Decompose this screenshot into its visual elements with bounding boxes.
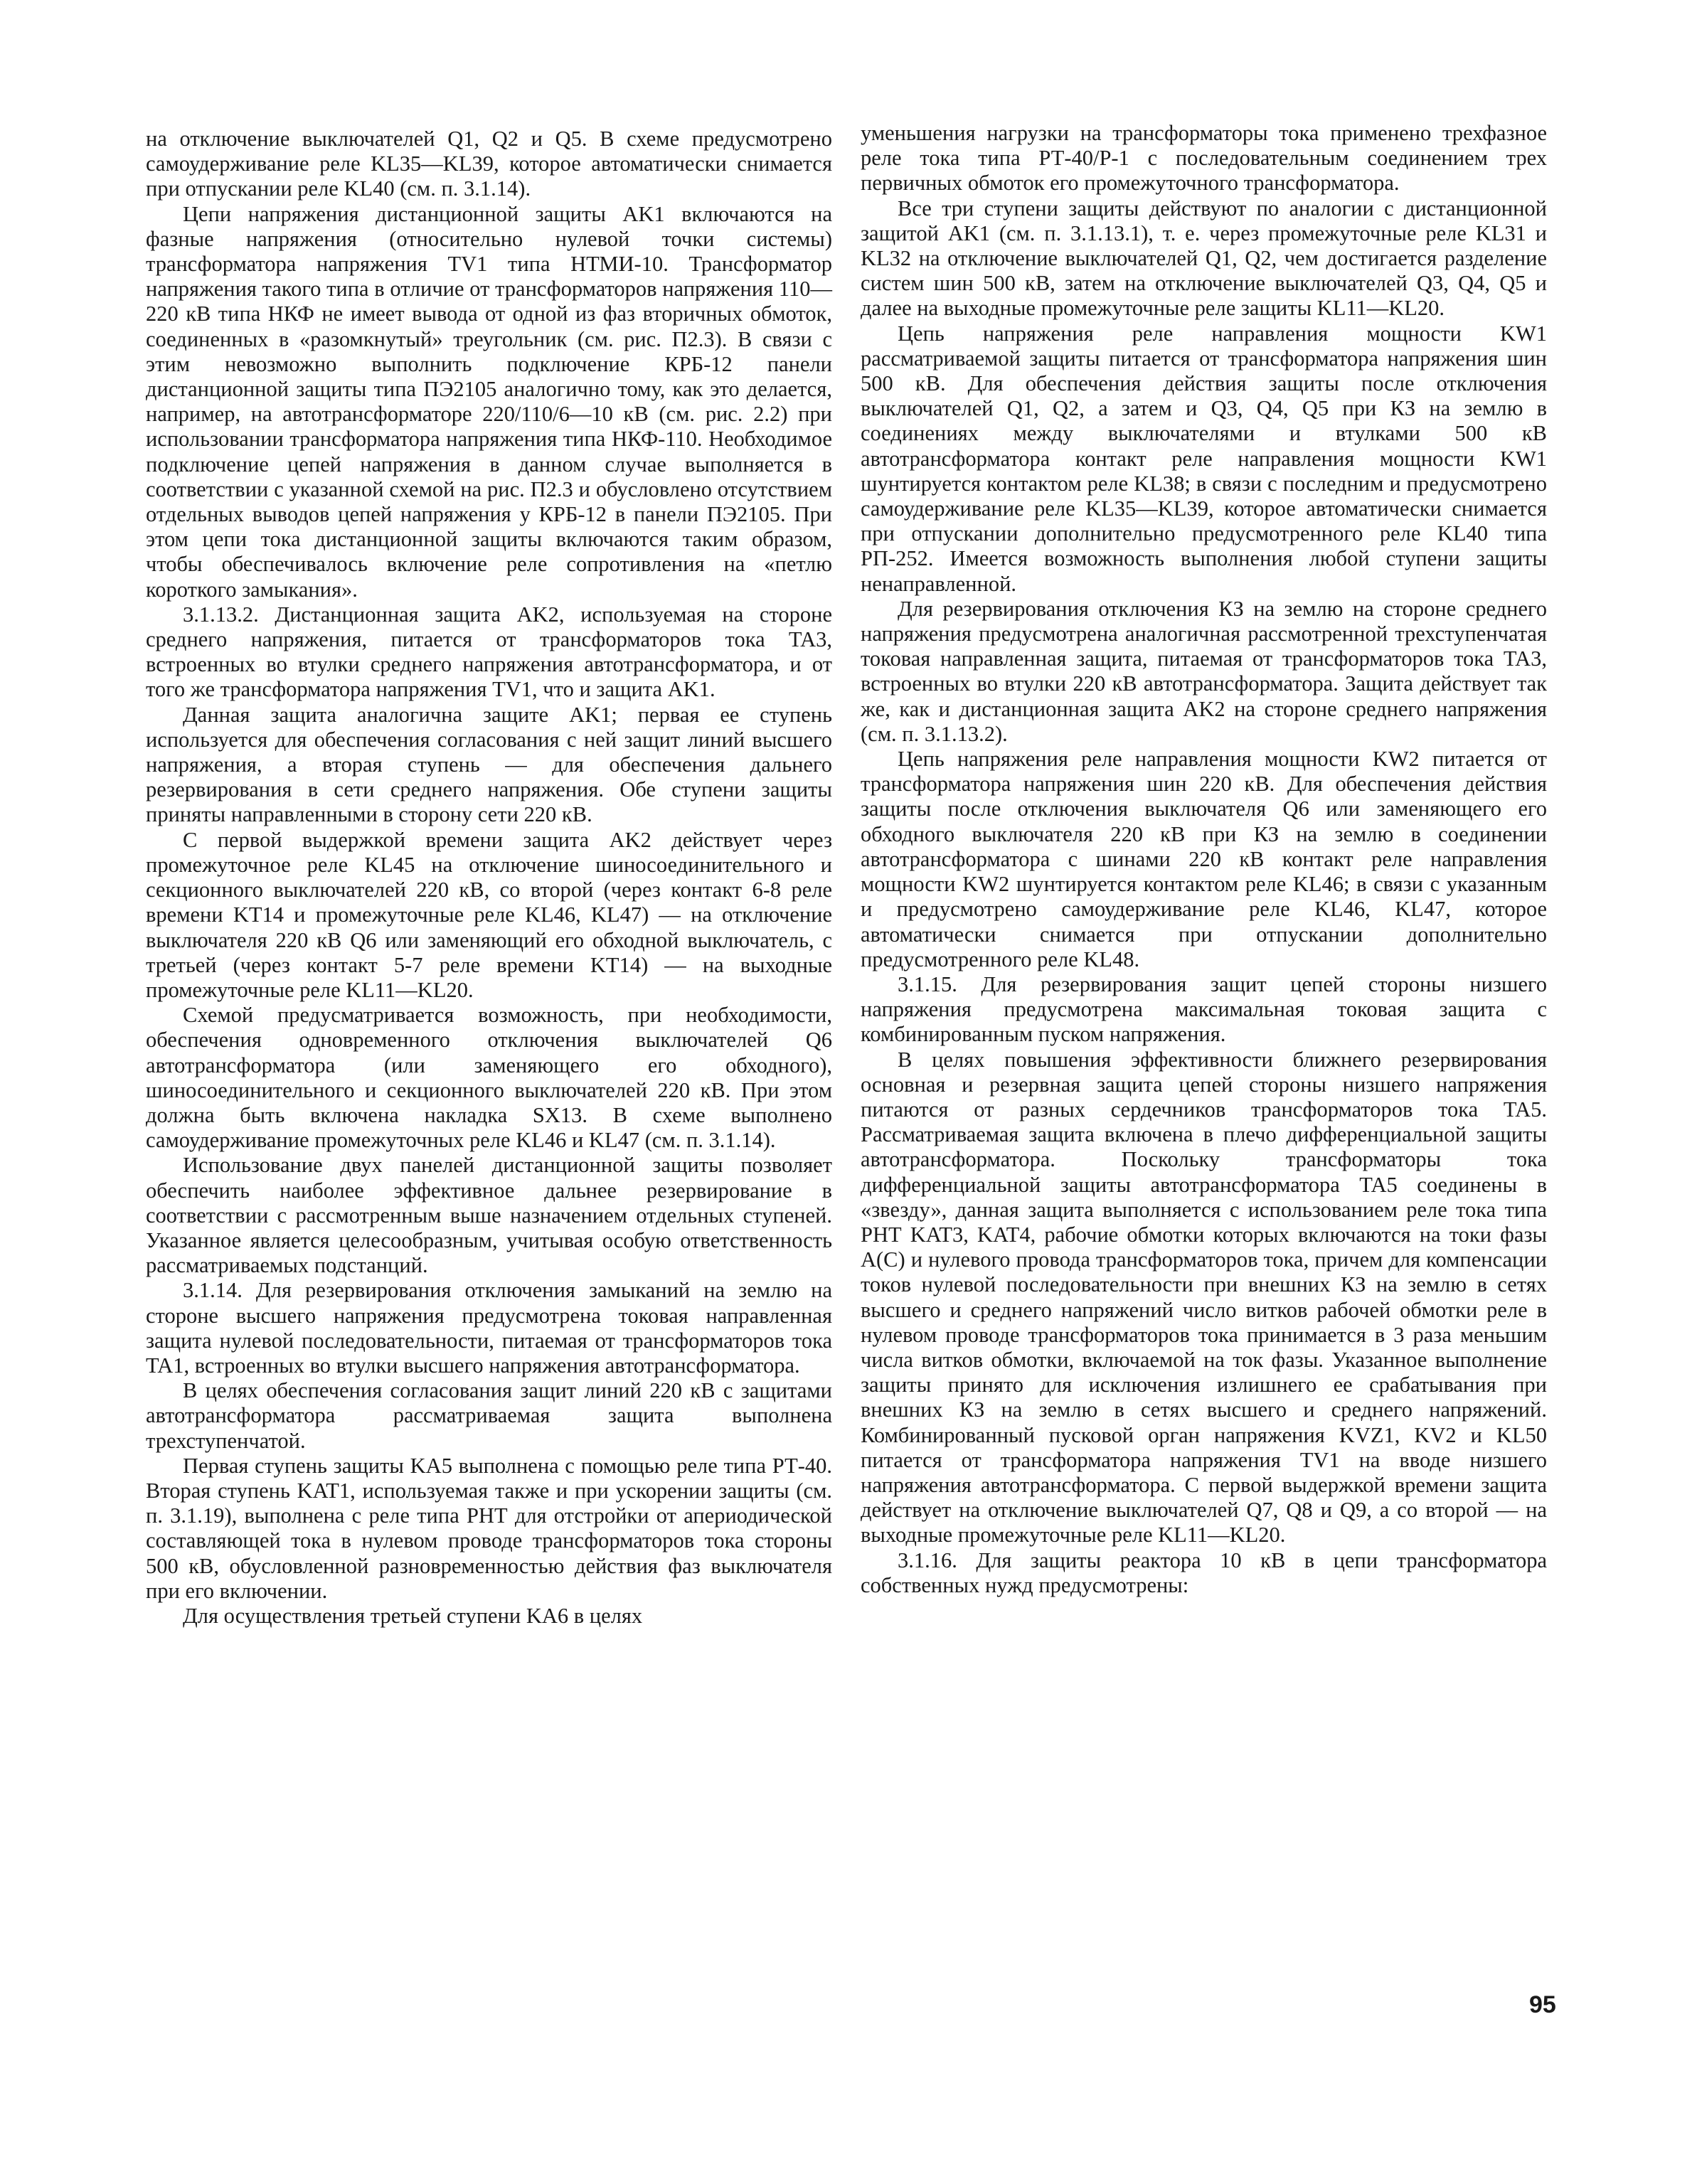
paragraph: Данная защита аналогична защите AK1; первая ее ступень используется для обеспечения согласования с ней защит линий высшего напряжения, а вторая ступень — для обеспечения дальнего резервирования в сети среднего напряжения. Обе ступени защиты приняты направленными в сторону сети 220 кВ. xyxy=(146,702,832,827)
paragraph: Для резервирования отключения КЗ на землю на стороне среднего напряжения предусмотрена аналогичная рассмотренной трехступенчатая токовая направленная защита, питаемая от трансформаторов тока TA3, встроенных во втулки 220 кВ автотрансформатора. Защита действует так же, как и дистанционная защита AK2 на стороне среднего напряжения (см. п. 3.1.13.2). xyxy=(861,596,1547,746)
paragraph: Цепь напряжения реле направления мощности KW1 рассматриваемой защиты питается от трансформатора напряжения шин 500 кВ. Для обеспечения действия защиты после отключения выключателей Q1, Q2, а затем и Q3, Q4, Q5 при КЗ на землю в соединениях между выключателями и втулками 500 кВ автотрансформатора контакт реле направления мощности KW1 шунтируется контактом реле KL38; в связи с последним и предусмотрено самоудерживание реле KL35—KL39, которое автоматически снимается при отпускании дополнительно предусмотренного реле KL40 типа РП-252. Имеется возможность выполнения любой ступени защиты ненаправленной. xyxy=(861,321,1547,596)
page-number: 95 xyxy=(1529,1991,1556,2018)
paragraph: Использование двух панелей дистанционной защиты позволяет обеспечить наиболее эффективное дальнее резервирование в соответствии с рассмотренным выше назначением отдельных ступеней. Указанное является целесообразным, учитывая особую ответственность рассматриваемых подстанций. xyxy=(146,1153,832,1278)
paragraph: Для осуществления третьей ступени KA6 в целях xyxy=(183,1603,643,1628)
paragraph: 3.1.16. Для защиты реактора 10 кВ в цепи трансформатора собственных нужд предусмотрены: xyxy=(861,1548,1547,1597)
paragraph: С первой выдержкой времени защита AK2 действует через промежуточное реле KL45 на отключение шиносоединительного и секционного выключателей 220 кВ, со второй (через контакт 6-8 реле времени KT14 и промежуточные реле KL46, KL47) — на отключение выключателя 220 кВ Q6 или заменяющий его обходной выключатель, с третьей (через контакт 5-7 реле времени KT14) — на выходные промежуточные реле KL11—KL20. xyxy=(146,827,832,1002)
paragraph: на отключение выключателей Q1, Q2 и Q5. В схеме предусмотрено самоудерживание реле KL35—KL39, которое автоматически снимается при отпускании реле KL40 (см. п. 3.1.14). xyxy=(146,127,832,201)
right-column xyxy=(861,121,1547,1598)
paragraph: 3.1.15. Для резервирования защит цепей стороны низшего напряжения предусмотрена максимальная токовая защита с комбинированным пуском напряжения. xyxy=(861,971,1547,1047)
paragraph: 3.1.14. Для резервирования отключения замыканий на землю на стороне высшего напряжения предусмотрена токовая направленная защита нулевой последовательности, питаемая от трансформаторов тока TA1, встроенных во втулки высшего напряжения автотрансформатора. xyxy=(146,1278,832,1378)
paragraph: Схемой предусматривается возможность, при необходимости, обеспечения одновременного отключения выключателей Q6 автотрансформатора (или заменяющего его обходного), шиносоединительного и секционного выключателей 220 кВ. При этом должна быть включена накладка SX13. В схеме выполнено самоудерживание промежуточных реле KL46 и KL47 (см. п. 3.1.14). xyxy=(146,1003,832,1153)
paragraph: Все три ступени защиты действуют по аналогии с дистанционной защитой AK1 (см. п. 3.1.13.1), т. е. через промежуточные реле KL31 и KL32 на отключение выключателей Q1, Q2, чем достигается разделение систем шин 500 кВ, затем на отключение выключателей Q3, Q4, Q5 и далее на выходные промежуточные реле защиты KL11—KL20. xyxy=(861,196,1547,321)
paragraph: В целях повышения эффективности ближнего резервирования основная и резервная защита цепей стороны низшего напряжения питаются от разных сердечников трансформаторов тока TA5. Рассматриваемая защита включена в плечо дифференциальной защиты автотрансформатора. Поскольку трансформаторы тока дифференциальной защиты автотрансформатора TA5 соединены в «звезду», данная защита выполняется с использованием реле тока типа РНТ KAT3, KAT4, рабочие обмотки которых включаются на токи фазы A(C) и нулевого провода трансформаторов тока, причем для компенсации токов нулевой последовательности при внешних КЗ на землю в сетях высшего и среднего напряжений число витков рабочей обмотки реле в нулевом проводе трансформаторов тока принимается в 3 раза меньшим числа витков обмотки, включаемой на ток фазы. Указанное выполнение защиты принято для исключения излишнего ее срабатывания при внешних КЗ на землю в сетях высшего и среднего напряжений. Комбинированный пусковой орган напряжения KVZ1, KV2 и KL50 питается от трансформатора напряжения TV1 на вводе низшего напряжения автотрансформатора. С первой выдержкой времени защита действует на отключение выключателей Q7, Q8 и Q9, а со второй — на выходные промежуточные реле KL11—KL20. xyxy=(861,1047,1547,1548)
paragraph: уменьшения нагрузки на трансформаторы тока применено трехфазное реле тока типа РТ-40/Р-1 с последовательным соединением трех первичных обмоток его промежуточного трансформатора. xyxy=(861,121,1547,196)
left-column xyxy=(146,127,832,1629)
paragraph: 3.1.13.2. Дистанционная защита AK2, используемая на стороне среднего напряжения, питается от трансформаторов тока TA3, встроенных во втулки среднего напряжения автотрансформатора, и от того же трансформатора напряжения TV1, что и защита AK1. xyxy=(146,602,832,702)
paragraph: Цепи напряжения дистанционной защиты AK1 включаются на фазные напряжения (относительно нулевой точки системы) трансформатора напряжения TV1 типа НТМИ-10. Трансформатор напряжения такого типа в отличие от трансформаторов напряжения 110—220 кВ типа НКФ не имеет вывода от одной из фаз вторичных обмоток, соединенных в «разомкнутый» треугольник (см. рис. П2.3). В связи с этим невозможно выполнить подключение КРБ-12 панели дистанционной защиты типа ПЭ2105 аналогично тому, как это делается, например, на автотрансформаторе 220/110/6—10 кВ (см. рис. 2.2) при использовании трансформатора напряжения типа НКФ-110. Необходимое подключение цепей напряжения в данном случае выполняется в соответствии с указанной схемой на рис. П2.3 и обусловлено отсутствием отдельных выводов цепей напряжения у КРБ-12 в панели ПЭ2105. При этом цепи тока дистанционной защиты включаются таким образом, чтобы обеспечивалось включение реле сопротивления на «петлю короткого замыкания». xyxy=(146,201,832,602)
paragraph: В целях обеспечения согласования защит линий 220 кВ с защитами автотрансформатора рассматриваемая защита выполнена трехступенчатой. xyxy=(146,1378,832,1453)
paragraph: Первая ступень защиты KA5 выполнена с помощью реле типа РТ-40. Вторая ступень KAT1, используемая также и при ускорении защиты (см. п. 3.1.19), выполнена с реле типа РНТ для отстройки от апериодической составляющей тока в нулевом проводе трансформаторов тока стороны 500 кВ, обусловленной разновременностью действия фаз выключателя при его включении. xyxy=(146,1453,832,1603)
paragraph: Цепь напряжения реле направления мощности KW2 питается от трансформатора напряжения шин 220 кВ. Для обеспечения действия защиты после отключения выключателя Q6 или заменяющего его обходного выключателя 220 кВ при КЗ на землю в соединении автотрансформатора с шинами 220 кВ контакт реле направления мощности KW2 шунтируется контактом реле KL46; в связи с указанным и предусмотрено самоудерживание реле KL46, KL47, которое автоматически снимается при отпускании дополнительно предусмотренного реле KL48. xyxy=(861,747,1547,971)
